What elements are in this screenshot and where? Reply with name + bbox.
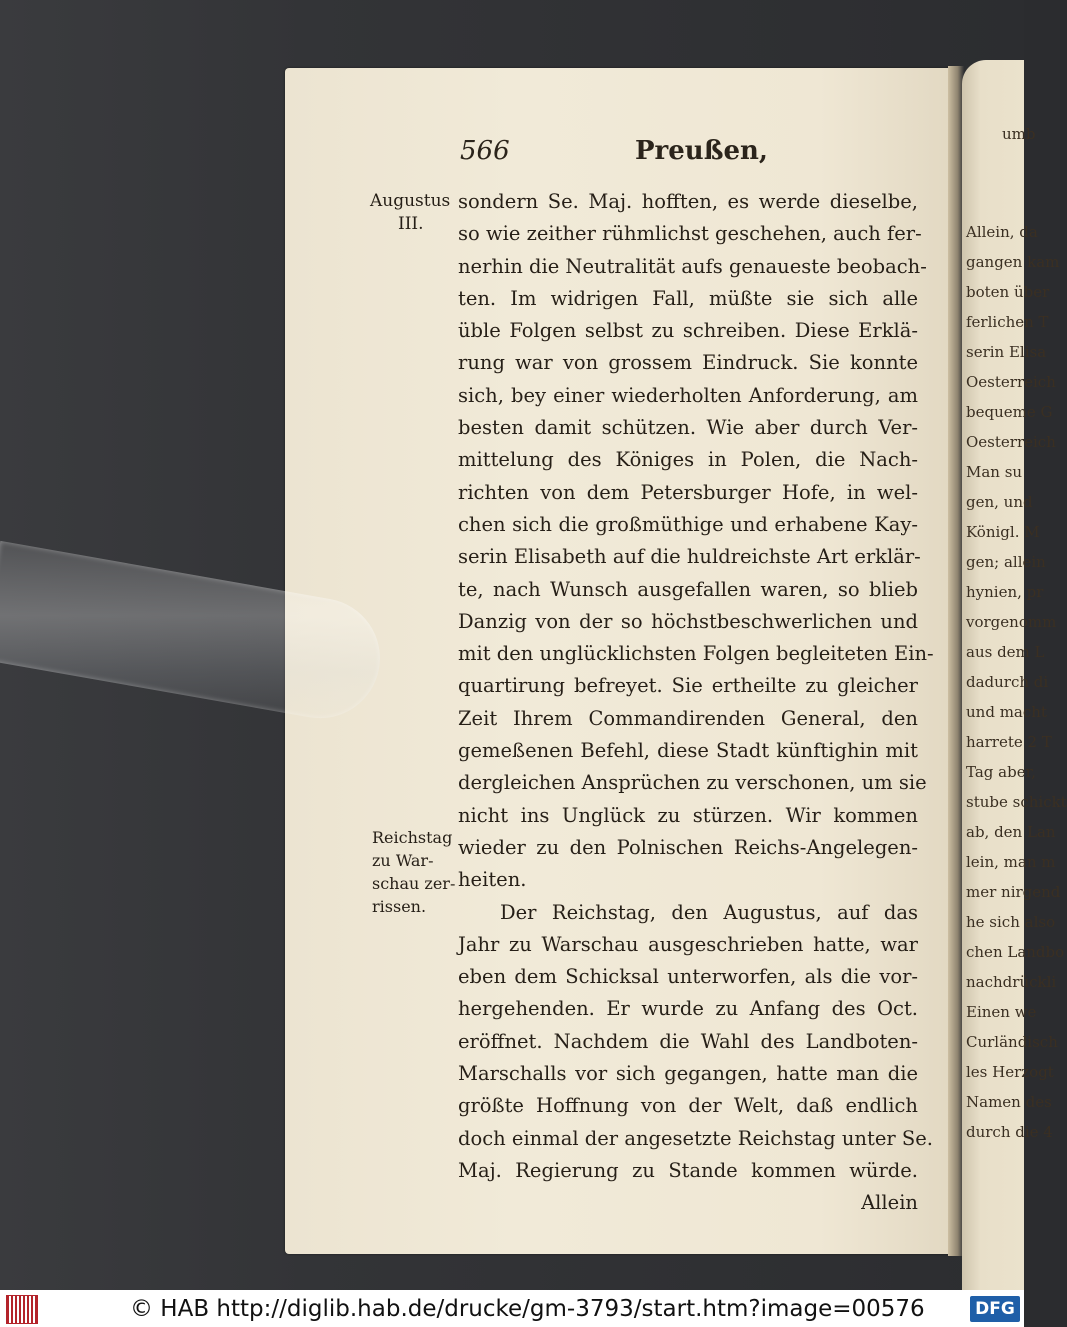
dfg-logo-icon: DFG: [970, 1296, 1020, 1322]
text-line: te, nach Wunsch ausgefallen waren, so blieb: [458, 577, 918, 601]
text-line: doch einmal der angesetzte Reichstag unter Se.: [458, 1126, 933, 1150]
running-title: Preußen,: [635, 136, 768, 166]
facing-page-line: aus dem L: [966, 643, 1045, 661]
facing-page-line: ferlichen T: [966, 313, 1049, 331]
text-line: eben dem Schicksal unterworfen, als die vor-: [458, 965, 918, 989]
text-line: Danzig von der so höchstbeschwerlichen und: [458, 609, 918, 633]
facing-page-line: dadurch di: [966, 673, 1049, 691]
facing-page: [962, 60, 1067, 1290]
text-line: sich, bey einer wiederholten Anforderung, am: [458, 383, 918, 407]
text-line: richten von dem Petersburger Hofe, in wel-: [458, 480, 918, 504]
facing-page-line: hynien, pr: [966, 583, 1044, 601]
text-line: nicht ins Unglück zu stürzen. Wir kommen: [458, 803, 918, 827]
facing-page-line: Man su: [966, 463, 1023, 481]
facing-page-line: harrete 2 T: [966, 733, 1052, 751]
facing-page-line: und macht: [966, 703, 1047, 721]
page-number: 566: [460, 136, 510, 166]
marginal-line: rissen.: [372, 897, 427, 916]
facing-page-line: Einen we: [966, 1003, 1037, 1021]
text-line: Allein: [861, 1191, 918, 1215]
facing-page-line: stube schickt: [966, 793, 1067, 811]
text-line: nerhin die Neutralität aufs genaueste beobach-: [458, 254, 927, 278]
facing-page-line: chen Landbo: [966, 943, 1065, 961]
footer-bar: [0, 1290, 1024, 1327]
text-line: serin Elisabeth auf die huldreichste Art erklär-: [458, 545, 921, 569]
facing-page-line: boten über: [966, 283, 1050, 301]
text-line: gemeßenen Befehl, diese Stadt künftighin mit: [458, 739, 918, 763]
facing-page-line: durch die 4: [966, 1123, 1053, 1141]
facing-page-line: gen; allein: [966, 553, 1046, 571]
facing-page-line: umb: [1002, 125, 1036, 143]
text-line: mittelung des Königes in Polen, die Nach-: [458, 448, 918, 472]
page-header: [460, 136, 900, 176]
facing-page-line: gangen kam: [966, 253, 1060, 271]
facing-page-line: Oesterreich: [966, 433, 1056, 451]
marginal-note-augustus: [370, 190, 450, 236]
hab-logo-icon: [6, 1295, 38, 1324]
text-line: eröffnet. Nachdem die Wahl des Landboten-: [458, 1029, 918, 1053]
facing-page-line: Tag aber,: [966, 763, 1036, 781]
text-line: besten damit schützen. Wie aber durch Ver-: [458, 416, 918, 440]
facing-page-line: mer nirgend: [966, 883, 1061, 901]
text-line: sondern Se. Maj. hofften, es werde dieselbe,: [458, 190, 918, 213]
facing-page-line: bequeme G: [966, 403, 1053, 421]
facing-page-line: serin Elisa: [966, 343, 1047, 361]
facing-page-line: lein, man m: [966, 853, 1056, 871]
text-line: hergehenden. Er wurde zu Anfang des Oct.: [458, 997, 918, 1021]
text-line: Zeit Ihrem Commandirenden General, den: [458, 706, 918, 730]
text-line: mit den unglücklichsten Folgen begleiteten Ein-: [458, 642, 934, 666]
text-line: Maj. Regierung zu Stande kommen würde.: [458, 1158, 918, 1182]
facing-page-line: gen, und: [966, 493, 1033, 511]
facing-page-line: he sich also: [966, 913, 1056, 931]
marginal-line: Reichstag: [372, 828, 453, 847]
text-line: Jahr zu Warschau ausgeschrieben hatte, war: [458, 932, 918, 956]
facing-page-line: Oesterreich: [966, 373, 1056, 391]
marginal-line: III.: [398, 214, 424, 234]
facing-page-line: Namen des: [966, 1093, 1052, 1111]
marginal-line: schau zer-: [372, 874, 456, 893]
text-line: rung war von grossem Eindruck. Sie konnte: [458, 351, 918, 375]
facing-page-line: vorgenomm: [966, 613, 1057, 631]
text-line: so wie zeither rühmlichst geschehen, auch fer-: [458, 222, 922, 246]
body-text: [458, 186, 934, 1220]
facing-page-line: nachdrückli: [966, 973, 1057, 991]
marginal-line: Augustus: [370, 191, 451, 211]
text-line: Der Reichstag, den Augustus, auf das: [500, 900, 918, 924]
credit-line[interactable]: © HAB http://diglib.hab.de/drucke/gm-3793/start.htm?image=00576: [130, 1296, 925, 1322]
text-line: heiten.: [458, 868, 527, 892]
text-line: größte Hoffnung von der Welt, daß endlich: [458, 1094, 918, 1118]
text-line: dergleichen Ansprüchen zu verschonen, um sie: [458, 771, 927, 795]
text-line: Marschalls vor sich gegangen, hatte man die: [458, 1062, 918, 1086]
marginal-note-reichstag: [372, 826, 455, 918]
text-line: quartirung befreyet. Sie ertheilte zu gleicher: [458, 674, 918, 698]
text-line: wieder zu den Polnischen Reichs-Angelegen-: [458, 835, 918, 859]
text-line: üble Folgen selbst zu schreiben. Diese Erklä-: [458, 319, 918, 343]
facing-page-line: Curländisch: [966, 1033, 1058, 1051]
facing-page-line: ab, den Lan: [966, 823, 1056, 841]
text-line: ten. Im widrigen Fall, müßte sie sich alle: [458, 286, 918, 310]
facing-page-line: Königl. M: [966, 523, 1040, 541]
facing-page-line: les Herzogt: [966, 1063, 1054, 1081]
text-line: chen sich die großmüthige und erhabene Kay-: [458, 512, 918, 536]
marginal-line: zu War-: [372, 851, 434, 870]
facing-page-line: Allein, da: [966, 223, 1038, 241]
